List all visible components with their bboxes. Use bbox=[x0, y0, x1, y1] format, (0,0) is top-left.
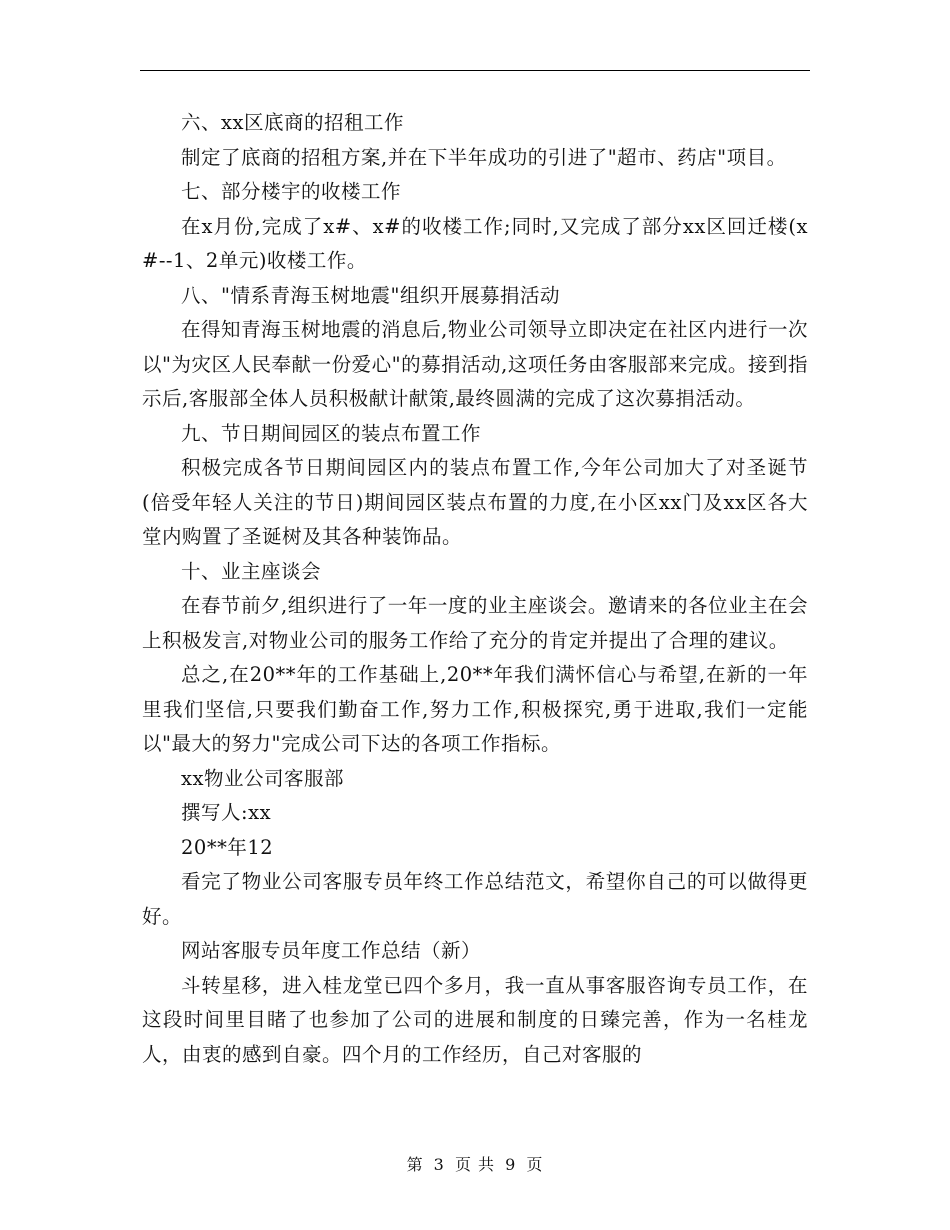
conclusion-paragraph: 总之,在20**年的工作基础上,20**年我们满怀信心与希望,在新的一年里我们坚信,只要我们勤奋工作,努力工作,积极探究,勇于进取,我们一定能以"最大的努力"完成公司下达的各项工作指标。 bbox=[142, 663, 808, 755]
article-title: 网站客服专员年度工作总结（新） bbox=[181, 939, 482, 962]
paragraph: 在x月份,完成了x#、x#的收楼工作;同时,又完成了部分xx区回迁楼(x#--1、2单元)收楼工作。 bbox=[142, 214, 808, 272]
signature-date: 20**年12 bbox=[181, 835, 274, 859]
paragraph: 在得知青海玉树地震的消息后,物业公司领导立即决定在社区内进行一次以"为灾区人民奉献一份爱心"的募捐活动,这项任务由客服部来完成。接到指示后,客服部全体人员积极献计献策,最终圆满的完成了这次募捐活动。 bbox=[142, 318, 808, 410]
signature-department: xx物业公司客服部 bbox=[181, 766, 344, 790]
section-heading-10: 十、业主座谈会 bbox=[181, 559, 322, 583]
total-pages: 9 bbox=[505, 1155, 517, 1174]
paragraph: 制定了底商的招租方案,并在下半年成功的引进了"超市、药店"项目。 bbox=[181, 145, 787, 169]
footer-suffix: 页 bbox=[526, 1155, 544, 1174]
section-heading-7: 七、部分楼宇的收楼工作 bbox=[181, 180, 402, 203]
footer-middle: 页 共 bbox=[454, 1155, 496, 1174]
paragraph: 在春节前夕,组织进行了一年一度的业主座谈会。邀请来的各位业主在会上积极发言,对物业公司的服务工作给了充分的肯定并提出了合理的建议。 bbox=[142, 594, 808, 652]
paragraph: 积极完成各节日期间园区内的装点布置工作,今年公司加大了对圣诞节(倍受年轻人关注的节日)期间园区装点布置的力度,在小区xx门及xx区各大堂内购置了圣诞树及其各种装饰品。 bbox=[142, 456, 808, 548]
page-footer bbox=[0, 1152, 950, 1175]
footer-prefix: 第 bbox=[406, 1155, 424, 1174]
section-heading-9: 九、节日期间园区的装点布置工作 bbox=[181, 421, 482, 445]
page-number: 3 bbox=[433, 1155, 445, 1174]
paragraph: 看完了物业公司客服专员年终工作总结范文，希望你自己的可以做得更好。 bbox=[142, 870, 808, 928]
signature-author: 撰写人:xx bbox=[181, 801, 272, 824]
section-heading-6: 六、xx区底商的招租工作 bbox=[181, 111, 404, 134]
header-rule bbox=[140, 70, 810, 71]
section-heading-8: 八、"情系青海玉树地震"组织开展募捐活动 bbox=[181, 283, 560, 307]
paragraph: 斗转星移，进入桂龙堂已四个多月，我一直从事客服咨询专员工作，在这段时间里目睹了也参加了公司的进展和制度的日臻完善，作为一名桂龙人，由衷的感到自豪。四个月的工作经历，自己对客服的 bbox=[142, 973, 808, 1066]
document-body bbox=[142, 106, 808, 1072]
